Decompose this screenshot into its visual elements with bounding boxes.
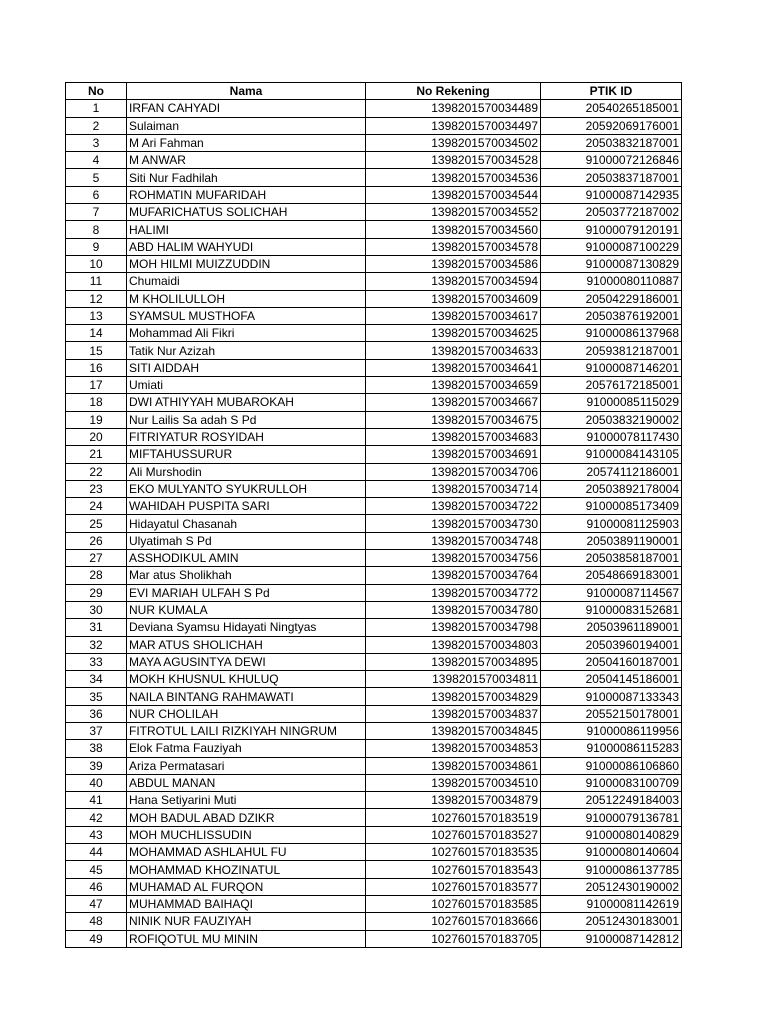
cell-no-rekening: 1398201570034803 (366, 636, 541, 653)
table-row (66, 480, 682, 497)
cell-no-rekening: 1398201570034489 (366, 100, 541, 117)
cell-nama: Umiati (127, 377, 366, 394)
cell-no-rekening: 1398201570034798 (366, 619, 541, 636)
cell-ptik-id: 20552150178001 (541, 705, 682, 722)
table-row (66, 809, 682, 826)
cell-no-rekening: 1398201570034853 (366, 740, 541, 757)
cell-nama: ROHMATIN MUFARIDAH (127, 186, 366, 203)
cell-no: 45 (66, 861, 127, 878)
cell-no: 6 (66, 186, 127, 203)
cell-nama: M ANWAR (127, 152, 366, 169)
cell-ptik-id: 91000087146201 (541, 359, 682, 376)
table-row (66, 688, 682, 705)
cell-no: 43 (66, 826, 127, 843)
cell-ptik-id: 91000083100709 (541, 774, 682, 791)
cell-nama: Ali Murshodin (127, 463, 366, 480)
cell-no-rekening: 1398201570034659 (366, 377, 541, 394)
cell-no-rekening: 1398201570034560 (366, 221, 541, 238)
table-row (66, 221, 682, 238)
cell-ptik-id: 20512249184003 (541, 792, 682, 809)
table-row (66, 895, 682, 912)
cell-no: 38 (66, 740, 127, 757)
table-row (66, 722, 682, 739)
cell-nama: MOHAMMAD ASHLAHUL FU (127, 844, 366, 861)
table-row (66, 152, 682, 169)
cell-no: 22 (66, 463, 127, 480)
table-row (66, 394, 682, 411)
cell-no: 20 (66, 428, 127, 445)
cell-nama: MUFARICHATUS SOLICHAH (127, 204, 366, 221)
cell-nama: Mohammad Ali Fikri (127, 325, 366, 342)
cell-no: 46 (66, 878, 127, 895)
cell-nama: DWI ATHIYYAH MUBAROKAH (127, 394, 366, 411)
cell-no-rekening: 1398201570034641 (366, 359, 541, 376)
header-no: No (66, 83, 127, 100)
cell-no: 28 (66, 567, 127, 584)
cell-nama: NAILA BINTANG RAHMAWATI (127, 688, 366, 705)
table-row (66, 567, 682, 584)
cell-ptik-id: 91000086119956 (541, 722, 682, 739)
cell-ptik-id: 91000086115283 (541, 740, 682, 757)
table-row (66, 134, 682, 151)
table-row (66, 238, 682, 255)
cell-no-rekening: 1398201570034772 (366, 584, 541, 601)
cell-ptik-id: 20512430190002 (541, 878, 682, 895)
cell-ptik-id: 91000084143105 (541, 446, 682, 463)
cell-ptik-id: 91000086137968 (541, 325, 682, 342)
cell-no: 21 (66, 446, 127, 463)
cell-nama: FITROTUL LAILI RIZKIYAH NINGRUM (127, 722, 366, 739)
cell-nama: EKO MULYANTO SYUKRULLOH (127, 480, 366, 497)
cell-nama: IRFAN CAHYADI (127, 100, 366, 117)
cell-nama: Ariza Permatasari (127, 757, 366, 774)
cell-ptik-id: 91000085173409 (541, 498, 682, 515)
cell-no-rekening: 1398201570034811 (366, 671, 541, 688)
cell-ptik-id: 91000080110887 (541, 273, 682, 290)
cell-nama: SITI AIDDAH (127, 359, 366, 376)
cell-ptik-id: 20576172185001 (541, 377, 682, 394)
cell-no: 30 (66, 601, 127, 618)
cell-ptik-id: 20540265185001 (541, 100, 682, 117)
cell-no: 8 (66, 221, 127, 238)
cell-ptik-id: 20593812187001 (541, 342, 682, 359)
cell-nama: NUR KUMALA (127, 601, 366, 618)
table-row (66, 653, 682, 670)
cell-no-rekening: 1398201570034594 (366, 273, 541, 290)
cell-no: 47 (66, 895, 127, 912)
table-row (66, 636, 682, 653)
table-row (66, 498, 682, 515)
header-no-rekening: No Rekening (366, 83, 541, 100)
table-row (66, 428, 682, 445)
table-row (66, 671, 682, 688)
table-row (66, 307, 682, 324)
cell-ptik-id: 20504229186001 (541, 290, 682, 307)
cell-no-rekening: 1027601570183543 (366, 861, 541, 878)
cell-ptik-id: 91000087133343 (541, 688, 682, 705)
cell-no-rekening: 1027601570183666 (366, 913, 541, 930)
header-ptik-id: PTIK ID (541, 83, 682, 100)
table-row (66, 359, 682, 376)
cell-ptik-id: 91000087114567 (541, 584, 682, 601)
table-row (66, 532, 682, 549)
cell-ptik-id: 20503837187001 (541, 169, 682, 186)
table-row (66, 117, 682, 134)
cell-no-rekening: 1398201570034625 (366, 325, 541, 342)
cell-no-rekening: 1398201570034748 (366, 532, 541, 549)
cell-nama: M KHOLILULLOH (127, 290, 366, 307)
cell-no-rekening: 1398201570034879 (366, 792, 541, 809)
table-row (66, 273, 682, 290)
cell-no: 32 (66, 636, 127, 653)
cell-no-rekening: 1398201570034617 (366, 307, 541, 324)
cell-ptik-id: 20503892178004 (541, 480, 682, 497)
cell-no: 3 (66, 134, 127, 151)
cell-ptik-id: 20503960194001 (541, 636, 682, 653)
cell-nama: MOKH KHUSNUL KHULUQ (127, 671, 366, 688)
table-row (66, 255, 682, 272)
cell-no: 35 (66, 688, 127, 705)
data-table (65, 82, 682, 948)
cell-nama: Hidayatul Chasanah (127, 515, 366, 532)
cell-no-rekening: 1398201570034528 (366, 152, 541, 169)
cell-nama: NUR CHOLILAH (127, 705, 366, 722)
cell-no: 14 (66, 325, 127, 342)
cell-ptik-id: 20503772187002 (541, 204, 682, 221)
cell-no-rekening: 1027601570183705 (366, 930, 541, 947)
header-row (66, 83, 682, 100)
cell-ptik-id: 20503876192001 (541, 307, 682, 324)
cell-no-rekening: 1398201570034764 (366, 567, 541, 584)
cell-no-rekening: 1398201570034780 (366, 601, 541, 618)
cell-nama: Sulaiman (127, 117, 366, 134)
cell-ptik-id: 91000086106860 (541, 757, 682, 774)
cell-nama: MUHAMAD AL FURQON (127, 878, 366, 895)
table-row (66, 290, 682, 307)
cell-nama: MOH MUCHLISSUDIN (127, 826, 366, 843)
cell-no: 5 (66, 169, 127, 186)
cell-no: 49 (66, 930, 127, 947)
cell-no-rekening: 1398201570034675 (366, 411, 541, 428)
cell-no-rekening: 1398201570034829 (366, 688, 541, 705)
table-row (66, 377, 682, 394)
cell-no-rekening: 1398201570034552 (366, 204, 541, 221)
cell-no-rekening: 1398201570034895 (366, 653, 541, 670)
cell-no-rekening: 1398201570034633 (366, 342, 541, 359)
cell-no-rekening: 1398201570034730 (366, 515, 541, 532)
cell-no-rekening: 1398201570034706 (366, 463, 541, 480)
cell-ptik-id: 20504145186001 (541, 671, 682, 688)
cell-nama: Deviana Syamsu Hidayati Ningtyas (127, 619, 366, 636)
cell-ptik-id: 91000085115029 (541, 394, 682, 411)
cell-no: 34 (66, 671, 127, 688)
cell-no: 31 (66, 619, 127, 636)
cell-nama: SYAMSUL MUSTHOFA (127, 307, 366, 324)
table-row (66, 757, 682, 774)
cell-no: 15 (66, 342, 127, 359)
table-row (66, 913, 682, 930)
cell-no-rekening: 1398201570034586 (366, 255, 541, 272)
cell-no: 44 (66, 844, 127, 861)
cell-no: 13 (66, 307, 127, 324)
cell-no-rekening: 1027601570183535 (366, 844, 541, 861)
cell-no: 24 (66, 498, 127, 515)
cell-no: 1 (66, 100, 127, 117)
cell-nama: Siti Nur Fadhilah (127, 169, 366, 186)
cell-ptik-id: 91000087142812 (541, 930, 682, 947)
cell-nama: MAR ATUS SHOLICHAH (127, 636, 366, 653)
cell-ptik-id: 91000078117430 (541, 428, 682, 445)
cell-no-rekening: 1398201570034510 (366, 774, 541, 791)
cell-ptik-id: 91000072126846 (541, 152, 682, 169)
cell-ptik-id: 20503832190002 (541, 411, 682, 428)
table-row (66, 342, 682, 359)
cell-no: 19 (66, 411, 127, 428)
cell-no-rekening: 1398201570034756 (366, 550, 541, 567)
cell-no-rekening: 1398201570034683 (366, 428, 541, 445)
cell-no: 39 (66, 757, 127, 774)
cell-no-rekening: 1398201570034714 (366, 480, 541, 497)
cell-nama: MAYA AGUSINTYA DEWI (127, 653, 366, 670)
cell-no-rekening: 1027601570183527 (366, 826, 541, 843)
cell-nama: ABD HALIM WAHYUDI (127, 238, 366, 255)
table-row (66, 411, 682, 428)
cell-no-rekening: 1398201570034667 (366, 394, 541, 411)
cell-ptik-id: 91000083152681 (541, 601, 682, 618)
cell-nama: Ulyatimah S Pd (127, 532, 366, 549)
cell-ptik-id: 91000081142619 (541, 895, 682, 912)
cell-no-rekening: 1027601570183519 (366, 809, 541, 826)
cell-nama: Tatik Nur Azizah (127, 342, 366, 359)
cell-nama: Elok Fatma Fauziyah (127, 740, 366, 757)
cell-ptik-id: 91000081125903 (541, 515, 682, 532)
cell-nama: ASSHODIKUL AMIN (127, 550, 366, 567)
cell-no-rekening: 1398201570034544 (366, 186, 541, 203)
cell-no-rekening: 1398201570034536 (366, 169, 541, 186)
table-row (66, 204, 682, 221)
cell-no-rekening: 1398201570034837 (366, 705, 541, 722)
table-row (66, 601, 682, 618)
cell-no-rekening: 1398201570034722 (366, 498, 541, 515)
cell-no: 41 (66, 792, 127, 809)
table-row (66, 774, 682, 791)
cell-ptik-id: 20548669183001 (541, 567, 682, 584)
cell-no-rekening: 1398201570034845 (366, 722, 541, 739)
table-row (66, 186, 682, 203)
cell-no-rekening: 1398201570034609 (366, 290, 541, 307)
cell-ptik-id: 20592069176001 (541, 117, 682, 134)
cell-ptik-id: 91000079120191 (541, 221, 682, 238)
cell-no: 29 (66, 584, 127, 601)
table-row (66, 861, 682, 878)
cell-nama: MOHAMMAD KHOZINATUL (127, 861, 366, 878)
cell-no: 9 (66, 238, 127, 255)
table-body (66, 100, 682, 948)
cell-ptik-id: 20504160187001 (541, 653, 682, 670)
cell-no: 17 (66, 377, 127, 394)
cell-ptik-id: 91000079136781 (541, 809, 682, 826)
table-row (66, 515, 682, 532)
cell-no: 10 (66, 255, 127, 272)
cell-nama: Mar atus Sholikhah (127, 567, 366, 584)
cell-nama: Hana Setiyarini Muti (127, 792, 366, 809)
cell-nama: Chumaidi (127, 273, 366, 290)
cell-nama: NINIK NUR FAUZIYAH (127, 913, 366, 930)
cell-ptik-id: 20503858187001 (541, 550, 682, 567)
cell-no: 48 (66, 913, 127, 930)
cell-no: 25 (66, 515, 127, 532)
cell-no: 33 (66, 653, 127, 670)
cell-no-rekening: 1398201570034497 (366, 117, 541, 134)
cell-no: 26 (66, 532, 127, 549)
cell-nama: WAHIDAH PUSPITA SARI (127, 498, 366, 515)
cell-no: 18 (66, 394, 127, 411)
cell-nama: M Ari Fahman (127, 134, 366, 151)
cell-no-rekening: 1027601570183585 (366, 895, 541, 912)
cell-no: 23 (66, 480, 127, 497)
cell-nama: MOH BADUL ABAD DZIKR (127, 809, 366, 826)
cell-no-rekening: 1398201570034691 (366, 446, 541, 463)
cell-ptik-id: 91000080140604 (541, 844, 682, 861)
cell-nama: ABDUL MANAN (127, 774, 366, 791)
table-row (66, 705, 682, 722)
cell-ptik-id: 20512430183001 (541, 913, 682, 930)
table-row (66, 446, 682, 463)
cell-no: 7 (66, 204, 127, 221)
cell-ptik-id: 91000080140829 (541, 826, 682, 843)
cell-ptik-id: 20503961189001 (541, 619, 682, 636)
cell-no: 40 (66, 774, 127, 791)
table-row (66, 100, 682, 117)
cell-ptik-id: 20503832187001 (541, 134, 682, 151)
cell-no-rekening: 1398201570034502 (366, 134, 541, 151)
table-row (66, 169, 682, 186)
table-row (66, 584, 682, 601)
cell-no: 4 (66, 152, 127, 169)
table-row (66, 826, 682, 843)
cell-nama: MOH HILMI MUIZZUDDIN (127, 255, 366, 272)
table-row (66, 463, 682, 480)
cell-nama: EVI MARIAH ULFAH S Pd (127, 584, 366, 601)
table-row (66, 844, 682, 861)
cell-no: 2 (66, 117, 127, 134)
cell-nama: MUHAMMAD BAIHAQI (127, 895, 366, 912)
header-nama: Nama (127, 83, 366, 100)
table-row (66, 550, 682, 567)
table-row (66, 930, 682, 947)
table-row (66, 740, 682, 757)
table-row (66, 325, 682, 342)
cell-ptik-id: 91000087142935 (541, 186, 682, 203)
cell-no: 12 (66, 290, 127, 307)
cell-ptik-id: 20574112186001 (541, 463, 682, 480)
cell-no: 11 (66, 273, 127, 290)
table-row (66, 792, 682, 809)
cell-no-rekening: 1398201570034578 (366, 238, 541, 255)
cell-no: 42 (66, 809, 127, 826)
cell-nama: HALIMI (127, 221, 366, 238)
table-row (66, 619, 682, 636)
cell-no: 37 (66, 722, 127, 739)
cell-no: 36 (66, 705, 127, 722)
cell-nama: ROFIQOTUL MU MININ (127, 930, 366, 947)
cell-nama: FITRIYATUR ROSYIDAH (127, 428, 366, 445)
cell-ptik-id: 91000086137785 (541, 861, 682, 878)
cell-no: 27 (66, 550, 127, 567)
cell-ptik-id: 91000087100229 (541, 238, 682, 255)
cell-ptik-id: 91000087130829 (541, 255, 682, 272)
cell-no-rekening: 1027601570183577 (366, 878, 541, 895)
cell-ptik-id: 20503891190001 (541, 532, 682, 549)
table-row (66, 878, 682, 895)
cell-no-rekening: 1398201570034861 (366, 757, 541, 774)
cell-nama: MIFTAHUSSURUR (127, 446, 366, 463)
cell-nama: Nur Lailis Sa adah S Pd (127, 411, 366, 428)
cell-no: 16 (66, 359, 127, 376)
